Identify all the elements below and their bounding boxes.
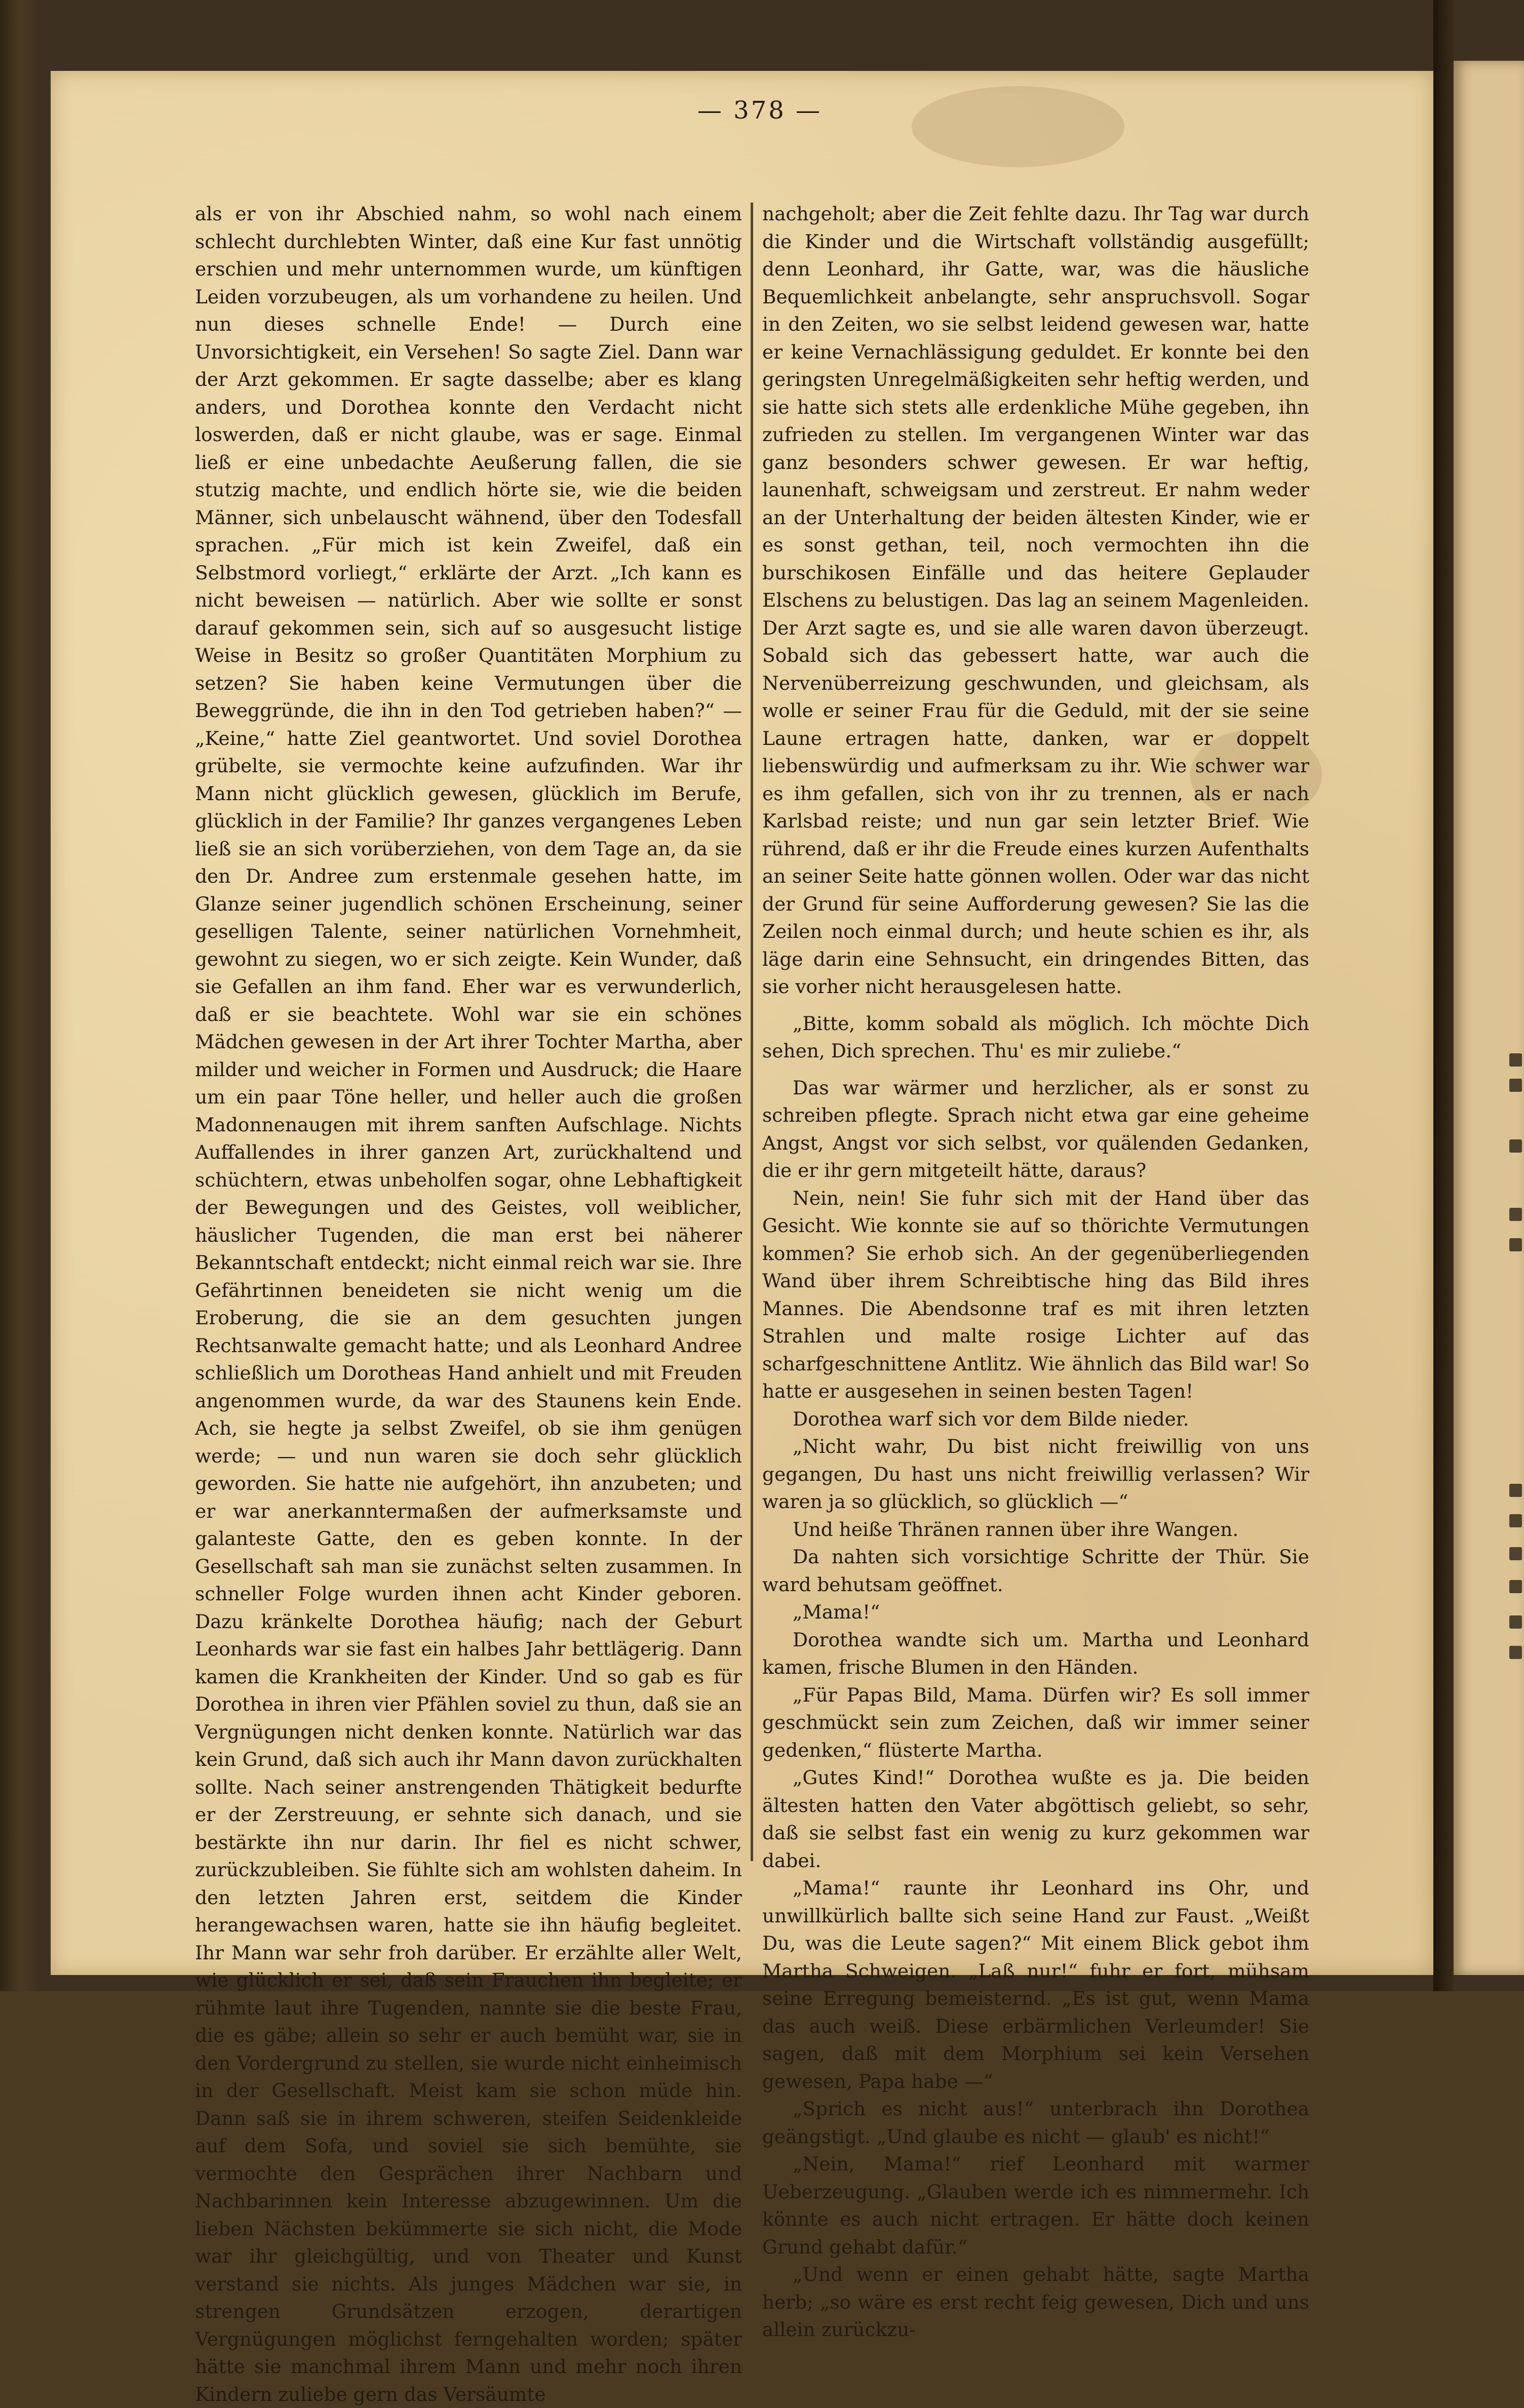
text-fragment-mark xyxy=(1509,1079,1522,1092)
paragraph: Da nahten sich vorsichtige Schritte der Thür. Sie ward behutsam geöffnet. xyxy=(762,1546,1309,1596)
right-text-column xyxy=(762,200,1309,2341)
paragraph: „Nicht wahr, Du bist nicht freiwillig von uns gegangen, Du hast uns nicht freiwillig verlassen? Wir waren ja so glücklich, so glücklich —“ xyxy=(762,1435,1309,1513)
paragraph: „Sprich es nicht aus!“ unterbrach ihn Dorothea geängstigt. „Und glaube es nicht — glaub' es nicht!“ xyxy=(762,2098,1309,2148)
page-number: — 378 — xyxy=(697,96,823,125)
left-text-column xyxy=(195,200,742,2405)
paragraph: „Gutes Kind!“ Dorothea wußte es ja. Die beiden ältesten hatten den Vater abgöttisch geliebt, so sehr, daß sie selbst fast ein wenig zu kurz gekommen war dabei. xyxy=(762,1766,1309,1872)
paragraph: nachgeholt; aber die Zeit fehlte dazu. Ihr Tag war durch die Kinder und die Wirtschaft vollständig ausgefüllt; denn Leonhard, ihr Gatte, war, was die häusliche Bequemlichkeit anbelangte, sehr anspruchsvoll. Sogar in den Zeiten, wo sie selbst leidend gewesen war, hatte er keine Vernachlässigung geduldet. Er konnte bei den geringsten Unregelmäßigkeiten sehr heftig werden, und sie hatte sich stets alle erdenkliche Mühe gegeben, ihn zufrieden zu stellen. Im vergangenen Winter war das ganz besonders schwer gewesen. Er war heftig, launenhaft, schweigsam und zerstreut. Er nahm weder an der Unterhaltung der beiden ältesten Kinder, wie er es sonst gethan, teil, noch vermochten ihn die burschikosen Einfälle und das heitere Geplauder Elschens zu belustigen. Das lag an seinem Magenleiden. Der Arzt sagte es, und sie alle waren davon überzeugt. Sobald sich das gebessert hatte, war auch die Nervenüberreizung geschwunden, und gleichsam, als wolle er seiner Frau für die Geduld, mit der sie seine Laune ertragen hatte, danken, war er doppelt liebenswürdig und aufmerksam zu ihr. Wie schwer war es ihm gefallen, sich von ihr zu trennen, als er nach Karlsbad reiste; und nun gar sein letzter Brief. Wie rührend, daß er ihr die Freude eines kurzen Aufenthalts an seiner Seite hatte gönnen wollen. Oder war das nicht der Grund für seine Aufforderung gewesen? Sie las die Zeilen noch einmal durch; und heute schien es ihr, als läge darin eine Sehnsucht, ein dringendes Bitten, das sie vorher nicht herausgelesen hatte. xyxy=(762,203,1309,998)
adjacent-page-edge xyxy=(1454,61,1524,1975)
book-gutter xyxy=(1433,0,1454,1991)
paragraph: als er von ihr Abschied nahm, so wohl nach einem schlecht durchlebten Winter, daß eine Kur fast unnötig erschien und mehr unternommen wurde, um künftigen Leiden vorzubeugen, als um vorhandene zu heilen. Und nun dieses schnelle Ende! — Durch eine Unvorsichtigkeit, ein Versehen! So sagte Ziel. Dann war der Arzt gekommen. Er sagte dasselbe; aber es klang anders, und Dorothea konnte den Verdacht nicht loswerden, daß er nicht glaube, was er sage. Einmal ließ er eine unbedachte Aeußerung fallen, die sie stutzig machte, und endlich hörte sie, wie die beiden Männer, sich unbelauscht wähnend, über den Todesfall sprachen. „Für mich ist kein Zweifel, daß ein Selbstmord vorliegt,“ erklärte der Arzt. „Ich kann es nicht beweisen — natürlich. Aber wie sollte er sonst darauf gekommen sein, sich auf so ausgesucht listige Weise in Besitz so großer Quantitäten Morphium zu setzen? Sie haben keine Vermutungen über die Beweggründe, die ihn in den Tod getrieben haben?“ — „Keine,“ hatte Ziel geantwortet. Und soviel Dorothea grübelte, sie vermochte keine aufzufinden. War ihr Mann nicht glücklich gewesen, glücklich im Berufe, glücklich in der Familie? Ihr ganzes vergangenes Leben ließ sie an sich vorüberziehen, von dem Tage an, da sie den Dr. Andree zum erstenmale gesehen hatte, im Glanze seiner jugendlich schönen Erscheinung, seiner geselligen Talente, seiner natürlichen Vornehmheit, gewohnt zu siegen, wo er sich zeigte. Kein Wunder, daß sie Gefallen an ihm fand. Eher war es verwunderlich, daß er sie beachtete. Wohl war sie ein schönes Mädchen gewesen in der Art ihrer Tochter Martha, aber milder und weicher in Formen und Ausdruck; die Haare um ein paar Töne heller, und heller auch die großen Madonnenaugen mit ihrem sanften Aufschlage. Nichts Auffallendes in ihrer ganzen Art, zurückhaltend und schüchtern, etwas unbeholfen sogar, ohne Lebhaftigkeit der Bewegungen und des Geistes, voll weiblicher, häuslicher Tugenden, die man erst bei näherer Bekanntschaft entdeckt; nicht einmal reich war sie. Ihre Gefährtinnen beneideten sie nicht wenig um die Eroberung, die sie an dem gesuchten jungen Rechtsanwalte gemacht hatte; und als Leonhard Andree schließlich um Dorotheas Hand anhielt und mit Freuden angenommen wurde, da war des Staunens kein Ende. Ach, sie hegte ja selbst Zweifel, ob sie ihm genügen werde; — und nun waren sie doch sehr glücklich geworden. Sie hatte nie aufgehört, ihn anzubeten; und er war anerkanntermaßen der aufmerksamste und galanteste Gatte, den es geben konnte. In der Gesellschaft sah man sie zunächst selten zusammen. In schneller Folge wurden ihnen acht Kinder geboren. Dazu kränkelte Dorothea häufig; nach der Geburt Leonhards war sie fast ein halbes Jahr bettlägerig. Dann kamen die Krankheiten der Kinder. Und so gab es für Dorothea in ihren vier Pfählen soviel zu thun, daß sie an Vergnügungen nicht denken konnte. Natürlich war das kein Grund, daß sich auch ihr Mann davon zurückhalten sollte. Nach seiner anstrengenden Thätigkeit bedurfte er der Zerstreuung, er sehnte sich danach, und sie bestärkte ihn nur darin. Ihr fiel es nicht schwer, zurückzubleiben. Sie fühlte sich am wohlsten daheim. In den letzten Jahren erst, seitdem die Kinder herangewachsen waren, hatte sie ihn häufig begleitet. Ihr Mann war sehr froh darüber. Er erzählte aller Welt, wie glücklich er sei, daß sein Frauchen ihn begleite; er rühmte laut ihre Tugenden, nannte sie die beste Frau, die es gäbe; allein so sehr er auch bemüht war, sie in den Vordergrund zu stellen, sie wurde nicht einheimisch in der Gesellschaft. Meist kam sie schon müde hin. Dann saß sie in ihrem schweren, steifen Seidenkleide auf dem Sofa, und soviel sie sich bemühte, sie vermochte den Gesprächen ihrer Nachbarn und Nachbarinnen kein Interesse abzugewinnen. Um die lieben Nächsten bekümmerte sie sich nicht, die Mode war ihr gleichgültig, und von Theater und Kunst verstand sie nichts. Als junges Mädchen war sie, in strengen Grundsätzen erzogen, derartigen Vergnügungen möglichst ferngehalten worden; später hätte sie manchmal ihrem Mann und mehr noch ihren Kindern zuliebe gern das Versäumte xyxy=(195,203,742,2405)
text-fragment-mark xyxy=(1509,1514,1522,1527)
text-fragment-mark xyxy=(1509,1238,1522,1251)
paragraph: „Für Papas Bild, Mama. Dürfen wir? Es soll immer geschmückt sein zum Zeichen, daß wir immer seiner gedenken,“ flüsterte Martha. xyxy=(762,1683,1309,1761)
text-fragment-mark xyxy=(1509,1053,1522,1067)
text-fragment-mark xyxy=(1509,1208,1522,1221)
bleed-through-stain xyxy=(912,86,1124,167)
column-divider xyxy=(751,203,753,1861)
text-fragment-mark xyxy=(1509,1484,1522,1497)
paragraph: Und heiße Thränen rannen über ihre Wangen. xyxy=(793,1518,1239,1541)
paragraph: Das war wärmer und herzlicher, als er sonst zu schreiben pflegte. Sprach nicht etwa gar eine geheime Angst, Angst vor sich selbst, vor quälenden Gedanken, die er ihr gern mitgeteilt hätte, daraus? xyxy=(762,1076,1309,1181)
paragraph: „Mama!“ xyxy=(793,1601,880,1623)
paragraph: „Bitte, komm sobald als möglich. Ich möchte Dich sehen, Dich sprechen. Thu' es mir zuliebe.“ xyxy=(762,1012,1309,1062)
paragraph: Nein, nein! Sie fuhr sich mit der Hand über das Gesicht. Wie konnte sie auf so thörichte Vermutungen kommen? Sie erhob sich. An der gegenüberliegenden Wand über ihrem Schreibtische hing das Bild ihres Mannes. Die Abendsonne traf es mit ihren letzten Strahlen und malte rosige Lichter auf das scharfgeschnittene Antlitz. Wie ähnlich das Bild war! So hatte er ausgesehen in seinen besten Tagen! xyxy=(762,1187,1309,1402)
paragraph: Dorothea wandte sich um. Martha und Leonhard kamen, frische Blumen in den Händen. xyxy=(762,1628,1309,1678)
paragraph: Dorothea warf sich vor dem Bilde nieder. xyxy=(793,1407,1189,1430)
paragraph: „Mama!“ raunte ihr Leonhard ins Ohr, und unwillkürlich ballte sich seine Hand zur Faust. „Weißt Du, was die Leute sagen?“ Mit einem Blick gebot ihm Martha Schweigen. „Laß nur!“ fuhr er fort, mühsam seine Erregung bemeisternd. „Es ist gut, wenn Mama das auch weiß. Diese erbärmlichen Verleumder! Sie sagen, daß mit dem Morphium sei kein Versehen gewesen, Papa habe —“ xyxy=(762,1877,1309,2093)
text-fragment-mark xyxy=(1509,1615,1522,1629)
paragraph: „Und wenn er einen gehabt hätte, sagte Martha herb; „so wäre es erst recht feig gewesen, Dich und uns allein zurückzu- xyxy=(762,2263,1309,2341)
paragraph: „Nein, Mama!“ rief Leonhard mit warmer Ueberzeugung. „Glauben werde ich es nimmermehr. Ich könnte es auch nicht ertragen. Er hätte doch keinen Grund gehabt dafür.“ xyxy=(762,2153,1309,2258)
text-fragment-mark xyxy=(1509,1139,1522,1153)
text-fragment-mark xyxy=(1509,1646,1522,1659)
text-fragment-mark xyxy=(1509,1547,1522,1560)
text-fragment-mark xyxy=(1509,1580,1522,1593)
